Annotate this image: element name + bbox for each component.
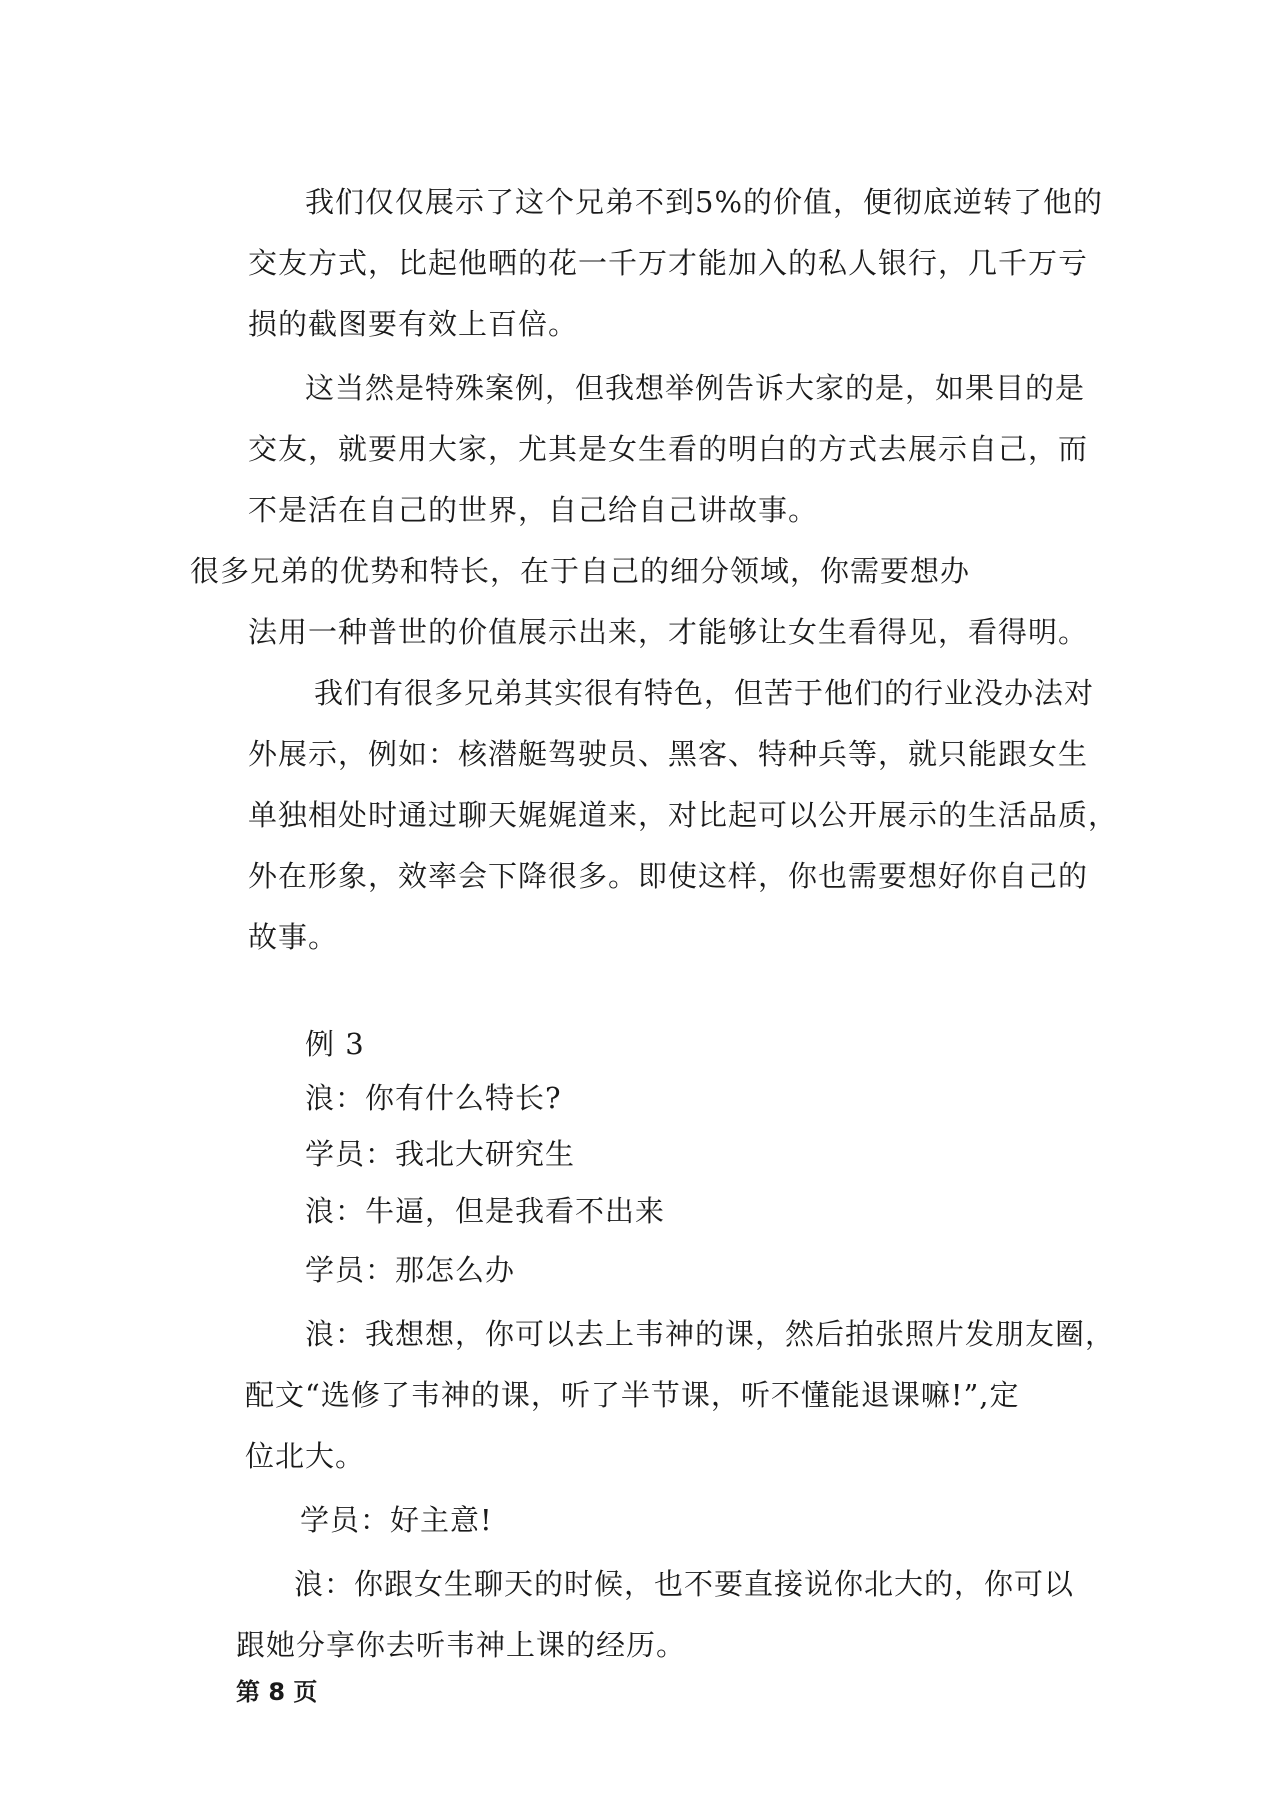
text-line: 交友，就要用大家，尤其是女生看的明白的方式去展示自己，而: [248, 432, 1089, 466]
text-line: 单独相处时通过聊天娓娓道来，对比起可以公开展示的生活品质，: [248, 798, 1119, 832]
dialog-line: 浪：你有什么特长?: [305, 1081, 562, 1115]
text-line: 外展示，例如：核潜艇驾驶员、黑客、特种兵等，就只能跟女生: [248, 737, 1089, 771]
dialog-line: 学员：好主意!: [300, 1503, 493, 1537]
text-line: 损的截图要有效上百倍。: [248, 307, 579, 341]
text-line: 法用一种普世的价值展示出来，才能够让女生看得见，看得明。: [248, 615, 1089, 649]
page-number: 第 8 页: [236, 1678, 318, 1706]
text-line: 我们有很多兄弟其实很有特色，但苦于他们的行业没办法对: [314, 676, 1095, 710]
dialog-line: 配文“选修了韦神的课，听了半节课，听不懂能退课嘛!”,定: [245, 1378, 1020, 1412]
text-line: 我们仅仅展示了这个兄弟不到5%的价值，便彻底逆转了他的: [305, 185, 1104, 219]
example-heading: 例 3: [305, 1027, 365, 1061]
dialog-line: 位北大。: [245, 1439, 366, 1473]
dialog-line: 浪：我想想，你可以去上韦神的课，然后拍张照片发朋友圈，: [305, 1317, 1116, 1351]
dialog-line: 跟她分享你去听韦神上课的经历。: [236, 1628, 687, 1662]
text-line: 很多兄弟的优势和特长，在于自己的细分领域，你需要想办: [190, 554, 971, 588]
text-line: 不是活在自己的世界，自己给自己讲故事。: [248, 493, 819, 527]
dialog-line: 学员：我北大研究生: [305, 1137, 576, 1171]
text-line: 故事。: [248, 920, 339, 954]
dialog-line: 学员：那怎么办: [305, 1253, 516, 1287]
text-line: 这当然是特殊案例，但我想举例告诉大家的是，如果目的是: [305, 371, 1086, 405]
dialog-line: 浪：你跟女生聊天的时候，也不要直接说你北大的，你可以: [294, 1567, 1075, 1601]
text-line: 交友方式，比起他晒的花一千万才能加入的私人银行，几千万亏: [248, 246, 1089, 280]
text-line: 外在形象，效率会下降很多。即使这样，你也需要想好你自己的: [248, 859, 1089, 893]
dialog-line: 浪：牛逼，但是我看不出来: [305, 1194, 666, 1228]
